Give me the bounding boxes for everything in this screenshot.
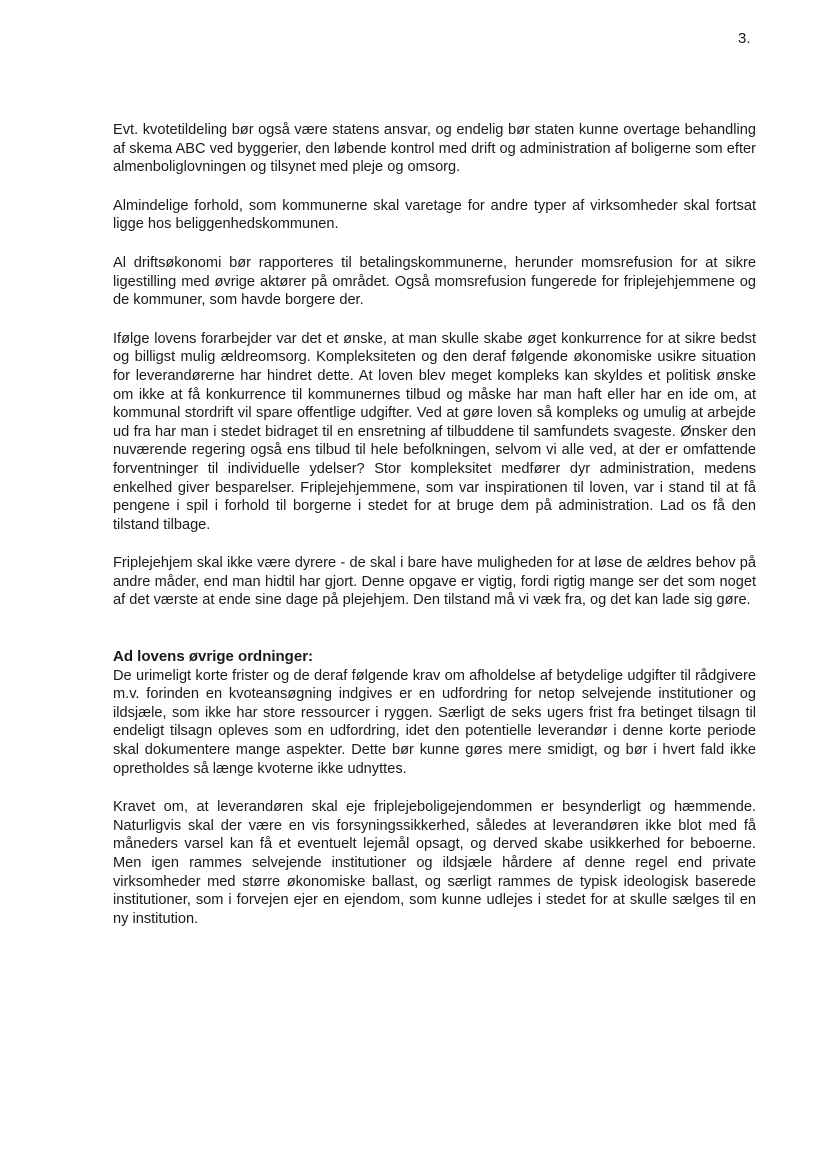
- section-ordninger: [113, 648, 756, 928]
- paragraph: Al driftsøkonomi bør rapporteres til betalingskommunerne, herunder momsrefusion for at sikre ligestilling med øvrige aktører på området. Også momsrefusion fungerede for friplejehjemmene og de kommuner, som havde borgere der.: [113, 254, 756, 309]
- paragraph: Friplejehjem skal ikke være dyrere - de skal i bare have muligheden for at løse de ældres behov på andre måder, end man hidtil har gjort. Denne opgave er vigtig, fordi rigtig mange ser det som noget af det værste at ende sine dage på plejehjem. Den tilstand må vi væk fra, og det kan lade sig gøre.: [113, 555, 756, 609]
- section-paragraph: De urimeligt korte frister og de deraf følgende krav om afholdelse af betydelige udgifter til rådgivere m.v. forinden en kvoteansøgning indgives er en udfordring for netop selvejende institutioner og ildsjæle, som ikke har store ressourcer i ryggen. Særligt de seks ugers frist fra betinget tilsagn til endeligt tilsagn opleves som en udfordring, idet den potentielle leverandør i denne korte periode skal dokumentere mange aspekter. Dette bør kunne gøres mere smidigt, og bør i hvert fald ikke opretholdes så længe kvoterne ikke udnyttes.: [113, 667, 756, 777]
- paragraph: Evt. kvotetildeling bør også være statens ansvar, og endelig bør staten kunne overtage behandling af skema ABC ved byggerier, den løbende kontrol med drift og administration af boligerne som efter almenboliglovningen og tilsynet med pleje og omsorg.: [113, 122, 756, 176]
- document-body: [113, 121, 756, 948]
- section-paragraph: Kravet om, at leverandøren skal eje friplejeboligejendommen er besynderligt og hæmmende. Naturligvis skal der være en vis forsyningssikkerhed, således at leverandøren ikke blot med få måneders varsel kan få et eventuelt lejemål opsagt, og derved skabe usikkerhed for beboerne. Men igen rammes selvejende institutioner og ildsjæle hårdere af denne regel end private virksomheder med større økonomiske ballast, og særligt rammes de typisk ideologisk baserede institutioner, som i forvejen ejer en ejendom, som kunne udlejes i stedet for at skulle sælges til en ny institution.: [113, 799, 756, 927]
- section-heading: Ad lovens øvrige ordninger:: [113, 648, 314, 666]
- page-number: 3.: [738, 30, 751, 47]
- paragraph: Ifølge lovens forarbejder var det et ønske, at man skulle skabe øget konkurrence for at sikre bedst og billigst mulig ældreomsorg. Kompleksiteten og den deraf følgende økonomiske usikre situation for leverandørerne har hindret dette. At loven blev meget kompleks kan skyldes et politisk ønske om ikke at få konkurrence til kommunernes tilbud og måske har man haft eller har en ide om, at kommunal stordrift vil spare offentlige udgifter. Ved at gøre loven så kompleks og umulig at arbejde ud fra har man i stedet bidraget til en ensretning af tilbuddene til samfundets svageste. Ønsker den nuværende regering også ens tilbud til hele befolkningen, selvom vi alle ved, at der er omfattende forventninger til individuelle ydelser? Stor kompleksitet medfører dyr administration, medens enkelhed giver besparelser. Friplejehjemmene, som var inspirationen til loven, var i stand til at få pengene i spil i forhold til borgerne i stedet for at bruge dem på administration. Lad os få den tilstand tilbage.: [113, 330, 756, 533]
- paragraph: Almindelige forhold, som kommunerne skal varetage for andre typer af virksomheder skal fortsat ligge hos beliggenhedskommunen.: [113, 197, 756, 233]
